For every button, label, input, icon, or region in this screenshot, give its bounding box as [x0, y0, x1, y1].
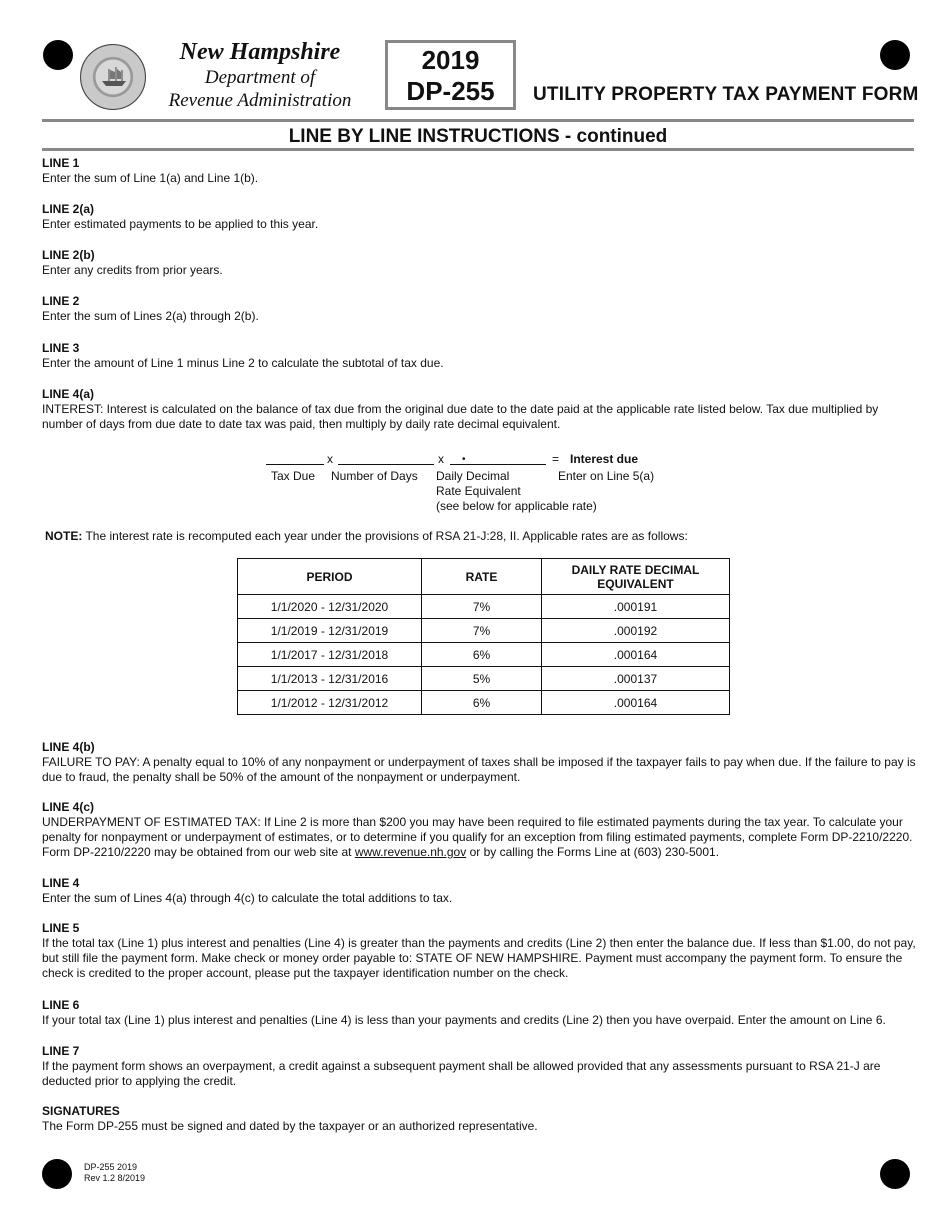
instruction-line-2b [42, 248, 922, 278]
instruction-line-6 [42, 998, 922, 1028]
instruction-line-7 [42, 1044, 922, 1089]
form-number: DP-255 [406, 76, 495, 106]
tax-due-blank [266, 464, 324, 465]
instruction-line-4c [42, 800, 922, 860]
instruction-text: If your total tax (Line 1) plus interest and penalties (Line 4) is less than your payments and credits (Line 2) then you have overpaid. Enter the amount on Line 6. [42, 1013, 886, 1027]
form-year: 2019 [421, 45, 480, 75]
state-seal-icon [80, 44, 146, 110]
section-title: LINE BY LINE INSTRUCTIONS - continued [288, 126, 668, 147]
instruction-title: LINE 3 [42, 341, 80, 355]
instruction-text: The Form DP-255 must be signed and dated by the taxpayer or an authorized representative. [42, 1119, 538, 1133]
instruction-text: Enter estimated payments to be applied to this year. [42, 217, 319, 231]
footer-form-id: DP-255 2019 [84, 1162, 138, 1172]
instruction-title: LINE 2(b) [42, 248, 95, 262]
instruction-text: FAILURE TO PAY: A penalty equal to 10% of any nonpayment or underpayment of taxes shall be imposed if the taxpayer fails to pay when due. If the failure to pay is due to fraud, the penalty shall be 50% of the amount of the nonpayment or underpayment. [42, 755, 916, 784]
interest-due-label: Interest due [570, 452, 639, 466]
column-header-rate: RATE [422, 559, 542, 595]
rate-label-line: (see below for applicable rate) [436, 499, 597, 513]
instruction-line-4a [42, 387, 922, 432]
instruction-text [42, 815, 922, 860]
table-header-row [238, 559, 730, 595]
daily-rate-cell: .000192 [542, 619, 730, 643]
instruction-text: If the payment form shows an overpayment, a credit against a subsequent payment shall be allowed provided that any assessments pursuant to RSA 21-J are deducted prior to applying the credit. [42, 1059, 881, 1088]
daily-rate-cell: .000137 [542, 667, 730, 691]
rate-cell: 5% [422, 667, 542, 691]
form-revision-footer [84, 1162, 145, 1184]
decimal-point: • [462, 454, 466, 465]
rate-cell: 7% [422, 595, 542, 619]
agency-name [140, 38, 380, 112]
rate-note [45, 529, 688, 543]
instruction-title: LINE 7 [42, 1044, 80, 1058]
table-row [238, 691, 730, 715]
instruction-text: Enter the sum of Lines 4(a) through 4(c) to calculate the total additions to tax. [42, 891, 453, 905]
tax-due-label: Tax Due [271, 469, 316, 483]
instruction-signatures [42, 1104, 922, 1134]
instruction-line-2 [42, 294, 922, 324]
daily-rate-cell: .000164 [542, 643, 730, 667]
multiply-sign: x [438, 452, 444, 466]
instruction-text: Enter any credits from prior years. [42, 263, 223, 277]
instruction-text: Enter the amount of Line 1 minus Line 2 to calculate the subtotal of tax due. [42, 356, 444, 370]
period-cell: 1/1/2013 - 12/31/2016 [238, 667, 422, 691]
daily-rate-cell: .000164 [542, 691, 730, 715]
instruction-title: LINE 4(c) [42, 800, 95, 814]
registration-mark-top-left [43, 40, 73, 70]
instruction-text-part: or by calling the Forms Line at (603) 230-5001. [466, 845, 720, 859]
agency-department: Department of [204, 67, 316, 88]
registration-mark-top-right [880, 40, 910, 70]
table-row [238, 643, 730, 667]
instruction-title: LINE 4(a) [42, 387, 95, 401]
equals-sign: = [552, 452, 560, 466]
form-id-box [385, 40, 516, 110]
result-label: Enter on Line 5(a) [558, 469, 655, 483]
instruction-title: LINE 2 [42, 294, 80, 308]
multiply-sign: x [327, 452, 333, 466]
instruction-line-4b [42, 740, 922, 785]
registration-mark-bottom-left [42, 1159, 72, 1189]
agency-division: Revenue Administration [168, 90, 352, 111]
instruction-text-part: UNDERPAYMENT OF ESTIMATED TAX: If Line 2 is more than $200 you may have been required to file estimated payments during the tax year. To calculate your penalty for nonpayment or underpayment of estimates, or to determine if you qualify for an exception from filing estimated payments, complete Form DP-2210/2220. Form DP-2210/2220 may be obtained from our web site at [42, 815, 913, 859]
days-blank [338, 464, 434, 465]
rate-cell: 6% [422, 643, 542, 667]
days-label: Number of Days [331, 469, 418, 483]
period-cell: 1/1/2019 - 12/31/2019 [238, 619, 422, 643]
rate-label-line: Rate Equivalent [436, 484, 521, 498]
registration-mark-bottom-right [880, 1159, 910, 1189]
header-divider [42, 119, 914, 122]
instruction-title: LINE 4(b) [42, 740, 95, 754]
instruction-text: Enter the sum of Lines 2(a) through 2(b). [42, 309, 259, 323]
section-divider [42, 148, 914, 151]
instruction-line-2a [42, 202, 922, 232]
period-cell: 1/1/2017 - 12/31/2018 [238, 643, 422, 667]
note-label: NOTE: [45, 529, 83, 543]
instruction-title: LINE 2(a) [42, 202, 95, 216]
rate-cell: 7% [422, 619, 542, 643]
instruction-line-5 [42, 921, 922, 981]
instruction-title: SIGNATURES [42, 1104, 120, 1118]
instruction-line-4 [42, 876, 922, 906]
footer-revision: Rev 1.2 8/2019 [84, 1173, 146, 1183]
form-title: UTILITY PROPERTY TAX PAYMENT FORM [533, 84, 919, 105]
table-row [238, 595, 730, 619]
column-header-daily-rate [542, 559, 730, 595]
table-row [238, 619, 730, 643]
revenue-website-link[interactable]: www.revenue.nh.gov [354, 845, 467, 859]
period-cell: 1/1/2020 - 12/31/2020 [238, 595, 422, 619]
instruction-text: If the total tax (Line 1) plus interest and penalties (Line 4) is greater than the payments and credits (Line 2) then enter the balance due. If less than $1.00, do not pay, but still file the payment form. Make check or money order payable to: STATE OF NEW HAMPSHIRE. Payment must accompany the payment form. To ensure the check is credited to the proper account, please put the taxpayer identification number on the check. [42, 936, 916, 980]
instruction-text: INTEREST: Interest is calculated on the balance of tax due from the original due date to the date paid at the applicable rate listed below. Tax due multiplied by number of days from due date to date tax was paid, then multiply by daily rate decimal equivalent. [42, 402, 879, 431]
table-row [238, 667, 730, 691]
interest-rate-table [237, 558, 730, 715]
instruction-text: Enter the sum of Line 1(a) and Line 1(b). [42, 171, 259, 185]
agency-state: New Hampshire [179, 39, 341, 65]
period-cell: 1/1/2012 - 12/31/2012 [238, 691, 422, 715]
daily-rate-cell: .000191 [542, 595, 730, 619]
instruction-line-1 [42, 156, 922, 186]
instruction-title: LINE 4 [42, 876, 80, 890]
rate-cell: 6% [422, 691, 542, 715]
instruction-line-3 [42, 341, 922, 371]
rate-label-line: Daily Decimal [436, 469, 510, 483]
instruction-title: LINE 5 [42, 921, 80, 935]
note-text: The interest rate is recomputed each year under the provisions of RSA 21-J:28, II. Applicable rates are as follows: [85, 529, 688, 543]
instruction-title: LINE 1 [42, 156, 80, 170]
instruction-title: LINE 6 [42, 998, 80, 1012]
column-header-period: PERIOD [238, 559, 422, 595]
column-header-daily-rate-text: DAILY RATE DECIMAL EQUIVALENT [571, 562, 700, 591]
